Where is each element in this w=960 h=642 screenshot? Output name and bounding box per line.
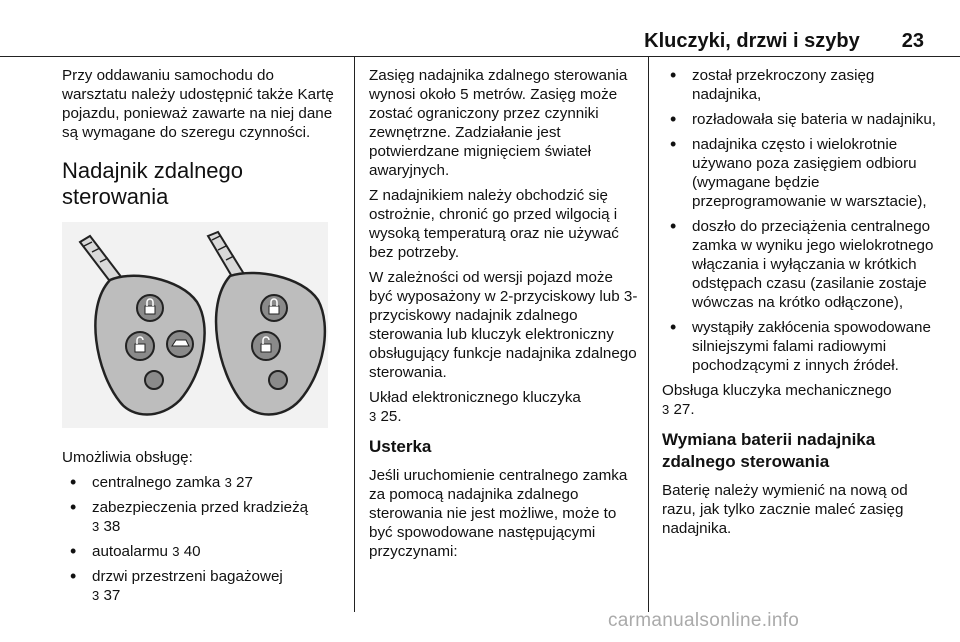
- list-item: • drzwi przestrzeni bagażowej 3 37: [62, 567, 340, 605]
- fault-paragraph: Jeśli uruchomienie centralnego zamka za pomocą nadajnika zdalnego sterowania nie jest możliwe, może to być spowodowane następującymi przyczynami:: [369, 467, 628, 560]
- watermark: carmanualsonline.info: [608, 610, 800, 631]
- page-header: [644, 26, 924, 56]
- key-3-button-icon: [80, 236, 205, 415]
- page-ref-icon: 3: [92, 519, 100, 534]
- intro-paragraph: Przy oddawaniu samochodu do warsztatu należy udostępnić także Kartę pojazdu, ponieważ zawarte na niej dane są wymagane do szeregu czynności.: [62, 67, 334, 141]
- remote-heading: Nadajnik zdalnego sterowania: [62, 158, 244, 209]
- page-ref-icon: 3: [224, 475, 232, 490]
- list-item: • autoalarmu 3 40: [62, 542, 340, 561]
- section-title: Kluczyki, drzwi i szyby: [644, 29, 860, 52]
- header-divider: [0, 56, 960, 57]
- column-divider-2: [648, 56, 649, 612]
- page-number: 23: [901, 29, 924, 52]
- page-ref-icon: 3: [92, 588, 100, 603]
- page-ref-link[interactable]: 38: [103, 518, 121, 535]
- versions-paragraph: W zależności od wersji pojazd może być wyposażony w 2-przyciskowy lub 3-przyciskowy nadajnik zdalnego sterowania lub kluczyk elektroniczny obsługujący funkcje nadajnika zdalnego sterowania.: [369, 269, 638, 381]
- functions-list: [62, 473, 340, 605]
- list-item: • doszło do przeciążenia centralnego zamka w wyniku jego wielokrotnego włączania i wyłączania w krótkich odstępach czasu (zasilanie zostaje wówczas na krótko odłączone),: [662, 217, 938, 312]
- page-ref-icon: 3: [662, 402, 670, 417]
- page-ref-link[interactable]: 27: [236, 474, 253, 491]
- column-divider-1: [354, 56, 355, 612]
- care-paragraph: Z nadajnikiem należy obchodzić się ostrożnie, chronić go przed wilgocią i wysoką temperaturą oraz nie używać bez potrzeby.: [369, 187, 619, 261]
- range-paragraph: Zasięg nadajnika zdalnego sterowania wynosi około 5 metrów. Zasięg może zostać ograniczony przez czynniki zewnętrzne. Zadziałanie jest potwierdzane mignięciem świateł awaryjnych.: [369, 67, 628, 179]
- battery-paragraph: Baterię należy wymienić na nową od razu, jak tylko zacznie maleć zasięg nadajnika.: [662, 482, 908, 537]
- list-item: • zabezpieczenia przed kradzieżą 3 38: [62, 498, 340, 536]
- mechanical-key-ref: Obsługa kluczyka mechanicznego 3 27.: [662, 382, 892, 418]
- list-item: • centralnego zamka 3 27: [62, 473, 340, 492]
- page-ref-link[interactable]: 25.: [380, 408, 402, 425]
- list-item: • wystąpiły zakłócenia spowodowane silniejszymi falami radiowymi pochodzącymi z innych źródeł.: [662, 318, 938, 375]
- list-item: • został przekroczony zasięg nadajnika,: [662, 66, 938, 104]
- electronic-key-ref: Układ elektronicznego kluczyka 3 25.: [369, 389, 581, 425]
- remote-key-illustration: [62, 222, 328, 428]
- causes-list: [662, 66, 938, 375]
- column-1: [62, 66, 340, 611]
- page-ref-link[interactable]: 37: [103, 587, 121, 604]
- page-ref-icon: 3: [369, 409, 377, 424]
- battery-heading: Wymiana baterii nadajnika zdalnego sterowania: [662, 430, 876, 471]
- key-2-button-icon: [208, 232, 325, 415]
- fault-heading: Usterka: [369, 437, 432, 456]
- page-ref-link[interactable]: 40: [183, 543, 201, 560]
- column-3: [662, 66, 938, 544]
- page-ref-icon: 3: [172, 544, 180, 559]
- functions-intro: Umożliwia obsługę:: [62, 449, 193, 466]
- list-item: • nadajnika często i wielokrotnie używano poza zasięgiem odbioru (wymagane będzie przeprogramowanie w warsztacie),: [662, 135, 938, 211]
- column-2: [369, 66, 639, 567]
- list-item: • rozładowała się bateria w nadajniku,: [662, 110, 938, 129]
- page-ref-link[interactable]: 27.: [673, 401, 695, 418]
